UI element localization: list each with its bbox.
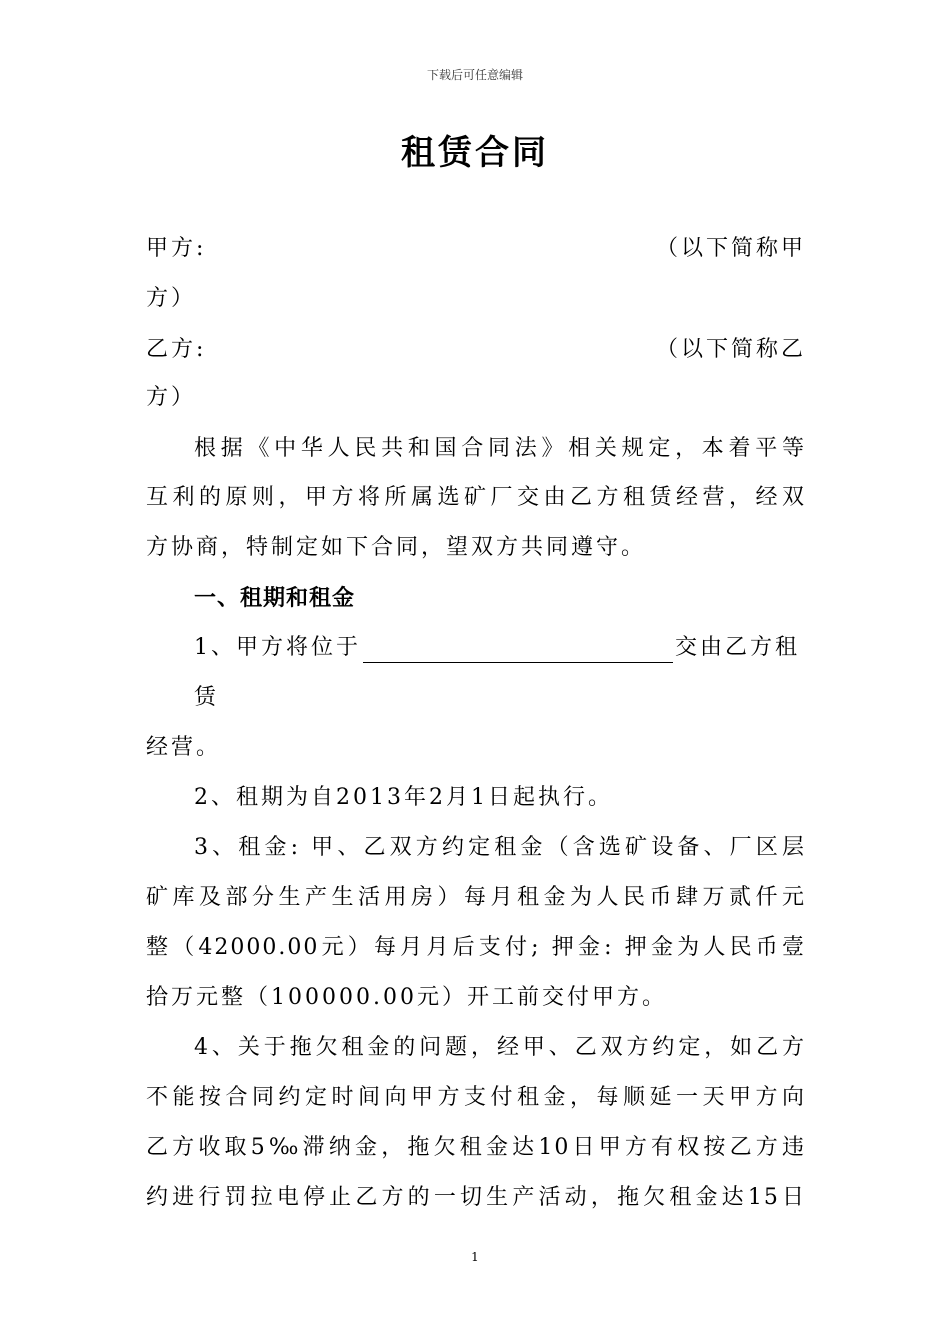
party-a-line <box>146 234 806 264</box>
party-a-suffix: （以下简称甲 <box>655 236 806 261</box>
clause-1-line <box>194 633 806 663</box>
clause-2: 2、租期为自2013年2月1日起执行。 <box>194 785 613 810</box>
clause-3-line-4: 拾万元整（100000.00元）开工前交付甲方。 <box>146 985 667 1010</box>
clause-4-line-1: 4、关于拖欠租金的问题，经甲、乙双方约定，如乙方 <box>194 1035 806 1060</box>
clause-4-line-2: 不能按合同约定时间向甲方支付租金，每顺延一天甲方向 <box>146 1085 806 1110</box>
party-b-label: 乙方: <box>146 337 207 362</box>
clause-3-line-2: 矿库及部分生产生活用房）每月租金为人民币肆万贰仟元 <box>146 885 806 910</box>
party-a-suffix-cont: 方） <box>146 286 197 311</box>
preamble-line-2: 互利的原则，甲方将所属选矿厂交由乙方租赁经营，经双 <box>146 485 806 510</box>
preamble-line-3: 方协商，特制定如下合同，望双方共同遵守。 <box>146 535 647 560</box>
location-blank <box>363 638 673 663</box>
clause-3-line-3: 整（42000.00元）每月月后支付; 押金: 押金为人民币壹 <box>146 935 806 960</box>
clause-1-cont-2: 经营。 <box>146 735 222 760</box>
party-a-label: 甲方: <box>146 236 207 261</box>
clause-3-line-1: 3、租金: 甲、乙双方约定租金（含选矿设备、厂区层 <box>194 835 806 860</box>
party-b-line <box>146 335 806 365</box>
page-header: 下载后可任意编辑 <box>426 68 523 82</box>
party-b-suffix: （以下简称乙 <box>655 337 806 362</box>
clause-1-post: 交由乙方租 <box>675 635 801 660</box>
section-1-heading: 一、租期和租金 <box>194 586 356 611</box>
party-b-suffix-cont: 方） <box>146 385 197 410</box>
document-title: 租赁合同 <box>401 133 549 173</box>
clause-4-line-3: 乙方收取5‰滞纳金，拖欠租金达10日甲方有权按乙方违 <box>146 1135 806 1160</box>
clause-4-line-4: 约进行罚拉电停止乙方的一切生产活动，拖欠租金达15日 <box>146 1185 806 1210</box>
preamble-line-1: 根据《中华人民共和国合同法》相关规定，本着平等 <box>194 436 806 461</box>
clause-1-pre: 1、甲方将位于 <box>194 635 361 660</box>
page-number: 1 <box>471 1250 479 1264</box>
clause-1-cont-1: 赁 <box>194 685 220 710</box>
